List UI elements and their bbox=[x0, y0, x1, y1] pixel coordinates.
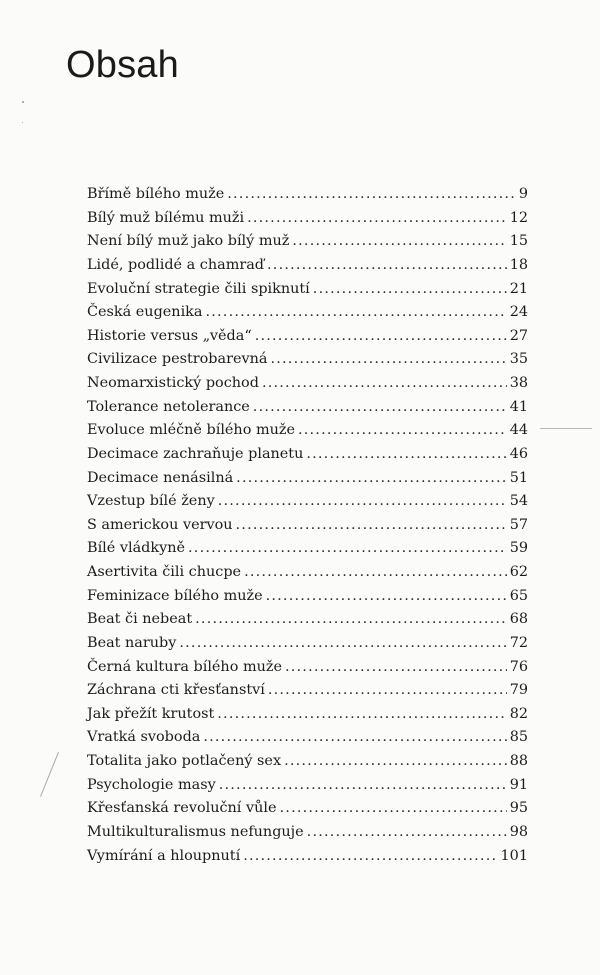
toc-entry bbox=[87, 514, 528, 538]
toc-entry bbox=[87, 443, 528, 467]
toc-entry-title: Historie versus „věda“ bbox=[87, 327, 252, 344]
dot-leader bbox=[284, 750, 507, 774]
toc-entry-page: 62 bbox=[509, 564, 528, 580]
page-title: Obsah bbox=[66, 44, 179, 86]
toc-entry-page: 46 bbox=[509, 445, 528, 462]
toc-entry-page: 38 bbox=[509, 375, 528, 391]
dot-leader bbox=[313, 278, 507, 302]
dot-leader bbox=[267, 254, 507, 278]
toc-entry-title: S americkou vervou bbox=[87, 516, 233, 533]
toc-entry bbox=[87, 419, 528, 443]
dot-leader bbox=[285, 656, 507, 680]
toc-entry-title: Břímě bílého muže bbox=[87, 186, 225, 202]
toc-entry-page: 9 bbox=[518, 186, 528, 202]
toc-entry bbox=[87, 632, 528, 656]
toc-entry-title: Civilizace pestrobarevná bbox=[87, 351, 268, 368]
toc-entry-title: Asertivita čili chucpe bbox=[87, 564, 242, 580]
dot-leader bbox=[217, 703, 506, 727]
toc-entry-title: Bílý muž bílému muži bbox=[87, 209, 245, 226]
toc-entry-page: 59 bbox=[509, 540, 528, 557]
toc-entry-title: Jak přežít krutost bbox=[87, 705, 215, 722]
dot-leader bbox=[219, 774, 507, 798]
toc-entry bbox=[87, 301, 528, 325]
toc-entry-title: Křesťanská revoluční vůle bbox=[87, 800, 277, 817]
toc-entry-page: 91 bbox=[509, 776, 528, 793]
toc-entry bbox=[87, 207, 528, 231]
toc-entry bbox=[87, 254, 528, 278]
dot-leader bbox=[243, 845, 497, 869]
toc-entry-page: 21 bbox=[509, 280, 528, 297]
toc-entry bbox=[87, 183, 528, 207]
scan-streak bbox=[540, 428, 592, 429]
toc-entry bbox=[87, 726, 528, 750]
dot-leader bbox=[236, 514, 507, 538]
scan-speck bbox=[22, 122, 23, 123]
toc-entry bbox=[87, 750, 528, 774]
toc-entry bbox=[87, 372, 528, 396]
toc-entry bbox=[87, 467, 528, 491]
toc-entry-title: Česká eugenika bbox=[87, 304, 203, 321]
dot-leader bbox=[179, 632, 506, 656]
toc-entry-title: Evoluce mléčně bílého muže bbox=[87, 422, 295, 439]
toc-entry-page: 15 bbox=[509, 233, 528, 250]
toc-entry-title: Totalita jako potlačený sex bbox=[87, 753, 282, 769]
dot-leader bbox=[227, 183, 516, 207]
toc-entry bbox=[87, 656, 528, 680]
toc-entry-page: 51 bbox=[509, 469, 528, 486]
dot-leader bbox=[306, 443, 506, 467]
toc-entry-title: Neomarxistický pochod bbox=[87, 375, 259, 391]
toc-entry-title: Decimace nenásilná bbox=[87, 469, 234, 486]
toc-entry bbox=[87, 230, 528, 254]
toc-entry-title: Není bílý muž jako bílý muž bbox=[87, 233, 290, 250]
dot-leader bbox=[188, 537, 507, 561]
scan-speck bbox=[22, 101, 24, 103]
dot-leader bbox=[298, 419, 507, 443]
toc-entry bbox=[87, 278, 528, 302]
dot-leader bbox=[280, 797, 507, 821]
dot-leader bbox=[255, 325, 507, 349]
dot-leader bbox=[218, 490, 507, 514]
dot-leader bbox=[195, 608, 507, 632]
toc-entry bbox=[87, 845, 528, 869]
toc-entry-title: Beat naruby bbox=[87, 634, 177, 651]
toc-entry bbox=[87, 348, 528, 372]
dot-leader bbox=[292, 230, 506, 254]
toc-entry-page: 76 bbox=[509, 658, 528, 675]
toc-entry-page: 82 bbox=[509, 705, 528, 722]
dot-leader bbox=[205, 301, 506, 325]
table-of-contents bbox=[87, 183, 528, 868]
dot-leader bbox=[268, 679, 507, 703]
toc-entry-page: 95 bbox=[509, 800, 528, 817]
toc-entry-page: 85 bbox=[509, 729, 528, 746]
toc-entry-page: 79 bbox=[509, 682, 528, 699]
toc-entry bbox=[87, 703, 528, 727]
toc-entry-title: Decimace zachraňuje planetu bbox=[87, 445, 304, 462]
toc-entry bbox=[87, 396, 528, 420]
dot-leader bbox=[262, 372, 507, 396]
toc-entry-page: 101 bbox=[500, 847, 528, 864]
toc-entry-page: 57 bbox=[509, 516, 528, 533]
toc-entry-title: Beat či nebeat bbox=[87, 611, 193, 628]
toc-entry bbox=[87, 608, 528, 632]
toc-entry bbox=[87, 490, 528, 514]
dot-leader bbox=[266, 585, 507, 609]
toc-entry-page: 12 bbox=[509, 209, 528, 226]
dot-leader bbox=[270, 348, 506, 372]
toc-entry bbox=[87, 774, 528, 798]
dot-leader bbox=[307, 821, 507, 845]
toc-entry-page: 72 bbox=[509, 634, 528, 651]
toc-entry-page: 27 bbox=[509, 327, 528, 344]
toc-entry-title: Černá kultura bílého muže bbox=[87, 658, 282, 675]
toc-entry-title: Evoluční strategie čili spiknutí bbox=[87, 280, 310, 297]
toc-entry-page: 35 bbox=[509, 351, 528, 368]
toc-entry-page: 44 bbox=[509, 422, 528, 439]
toc-entry bbox=[87, 537, 528, 561]
toc-entry-page: 18 bbox=[509, 256, 528, 273]
toc-entry bbox=[87, 797, 528, 821]
toc-entry-title: Tolerance netolerance bbox=[87, 398, 250, 415]
toc-entry-title: Vymírání a hloupnutí bbox=[87, 847, 241, 864]
toc-entry-page: 24 bbox=[509, 304, 528, 321]
dot-leader bbox=[203, 726, 506, 750]
toc-entry-page: 65 bbox=[509, 587, 528, 604]
dot-leader bbox=[244, 561, 507, 585]
toc-entry bbox=[87, 325, 528, 349]
toc-entry-page: 68 bbox=[509, 611, 528, 628]
toc-entry-title: Vratká svoboda bbox=[87, 729, 201, 746]
toc-entry-title: Lidé, podlidé a chamraď bbox=[87, 256, 265, 273]
toc-entry-page: 54 bbox=[509, 493, 528, 510]
dot-leader bbox=[247, 207, 507, 231]
toc-entry-title: Bílé vládkyně bbox=[87, 540, 186, 557]
toc-entry bbox=[87, 821, 528, 845]
toc-entry bbox=[87, 679, 528, 703]
toc-entry-page: 41 bbox=[509, 398, 528, 415]
toc-entry-title: Vzestup bílé ženy bbox=[87, 493, 215, 510]
toc-entry-title: Feminizace bílého muže bbox=[87, 587, 263, 604]
toc-entry-page: 88 bbox=[509, 753, 528, 769]
toc-entry bbox=[87, 561, 528, 585]
toc-entry-title: Záchrana cti křesťanství bbox=[87, 682, 265, 699]
dot-leader bbox=[253, 396, 507, 420]
toc-entry-page: 98 bbox=[509, 823, 528, 840]
toc-entry-title: Multikulturalismus nefunguje bbox=[87, 823, 304, 840]
toc-entry bbox=[87, 585, 528, 609]
toc-entry-title: Psychologie masy bbox=[87, 776, 216, 793]
dot-leader bbox=[236, 467, 507, 491]
scan-streak bbox=[40, 752, 59, 797]
